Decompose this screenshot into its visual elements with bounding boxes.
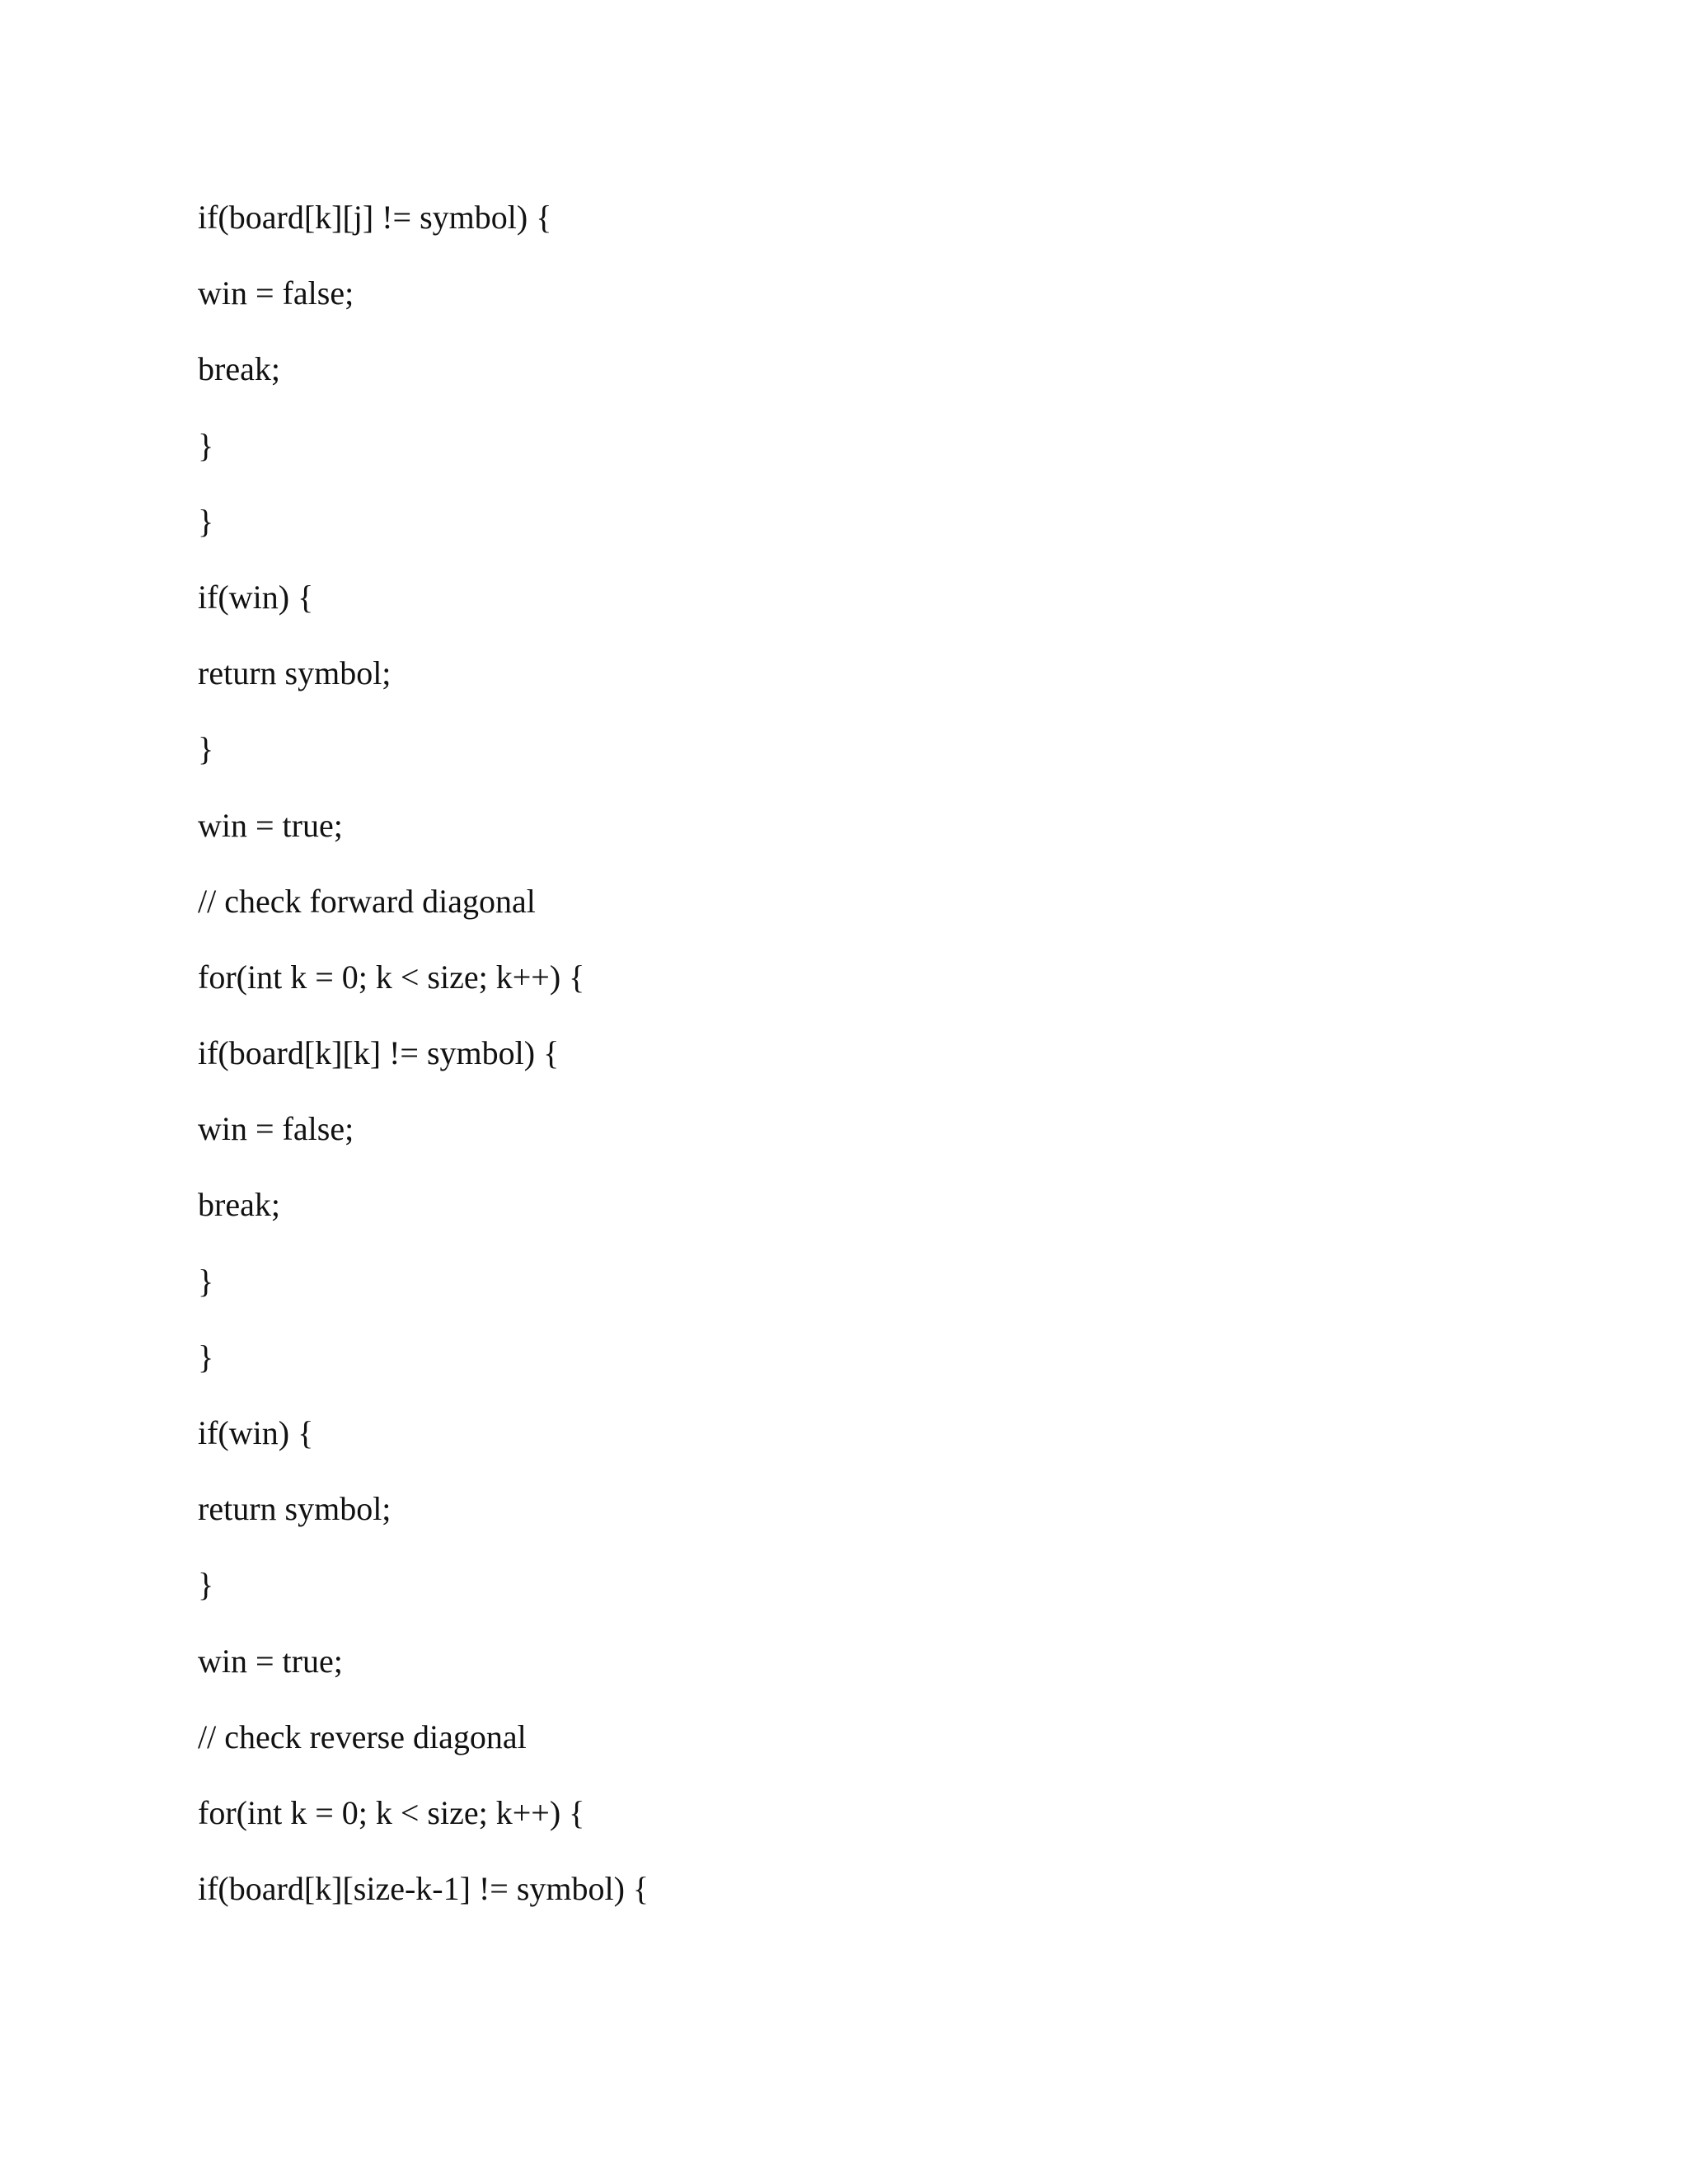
code-line: win = true;	[198, 1642, 343, 1680]
code-block	[198, 180, 649, 1927]
code-line: }	[198, 730, 214, 768]
code-line: }	[198, 1338, 214, 1376]
code-line: for(int k = 0; k < size; k++) {	[198, 958, 585, 996]
code-line: if(win) {	[198, 578, 314, 616]
code-line: return symbol;	[198, 654, 392, 692]
code-line: win = false;	[198, 1110, 354, 1148]
code-line: win = false;	[198, 274, 354, 312]
code-line: }	[198, 502, 214, 540]
code-line: win = true;	[198, 806, 343, 844]
code-line: }	[198, 426, 214, 464]
code-line: }	[198, 1566, 214, 1604]
code-line: if(board[k][size-k-1] != symbol) {	[198, 1870, 649, 1908]
code-line: return symbol;	[198, 1490, 392, 1528]
code-line: break;	[198, 350, 280, 388]
code-comment: // check forward diagonal	[198, 882, 536, 920]
code-line: if(board[k][k] != symbol) {	[198, 1034, 560, 1072]
code-line: for(int k = 0; k < size; k++) {	[198, 1793, 585, 1831]
code-line: if(board[k][j] != symbol) {	[198, 199, 552, 236]
code-line: break;	[198, 1186, 280, 1224]
code-comment: // check reverse diagonal	[198, 1718, 527, 1755]
code-line: if(win) {	[198, 1414, 314, 1451]
code-line: }	[198, 1262, 214, 1300]
